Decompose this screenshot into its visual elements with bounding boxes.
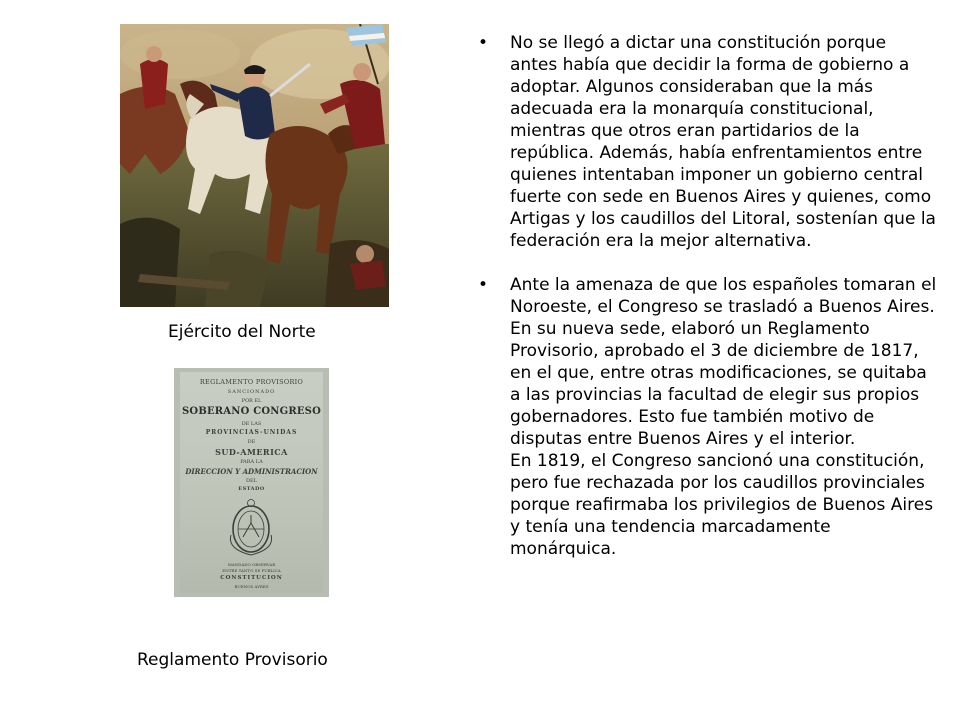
bullet-marker: •: [478, 275, 489, 295]
battle-painting: [120, 24, 389, 307]
document-line: DEL: [246, 478, 257, 484]
document-line: ENTRE TANTO SE PUBLICA: [222, 568, 281, 573]
document-line: BUENOS AYRES: [234, 584, 269, 589]
bullet-item-form-of-government: [478, 32, 938, 252]
bullet-list: [478, 32, 938, 560]
bullet-paragraph: En su nueva sede, elaboró un Reglamento Provisorio, aprobado el 3 de diciembre de 1817, en el que, entre otras modificaciones, se quitaba a las provincias la facultad de elegir sus propios gobernadores. Esto fue también motivo de disputas entre Buenos Aires y el interior.: [510, 319, 927, 449]
coat-of-arms-icon: [225, 499, 277, 557]
document-line: SOBERANO CONGRESO: [181, 406, 322, 417]
document-line: PROVINCIAS-UNIDAS: [205, 429, 298, 436]
document-line: SANCIONADO: [227, 389, 276, 395]
document-line: DE: [247, 439, 256, 445]
document-line: POR EL: [241, 398, 262, 404]
document-line: DE LAS: [241, 421, 262, 427]
document-line: DIRECCION Y ADMINISTRACION: [185, 467, 318, 476]
document-caption: Reglamento Provisorio: [137, 650, 328, 670]
bullet-paragraph: Ante la amenaza de que los españoles tomaran el Noroeste, el Congreso se trasladó a Buenos Aires.: [510, 275, 937, 317]
document-line: CONSTITUCION: [220, 575, 283, 581]
bullet-paragraph: En 1819, el Congreso sancionó una constitución, pero fue rechazada por los caudillos provinciales porque reafirmaba los privilegios de Buenos Aires y tenía una tendencia marcadamente monárquica.: [510, 451, 934, 559]
document-line: PARA LA: [240, 459, 263, 465]
document-line: MANDADO OBSERVAR: [227, 562, 276, 567]
bullet-marker: •: [478, 33, 489, 53]
bullet-paragraph: No se llegó a dictar una constitución porque antes había que decidir la forma de gobierno a adoptar. Algunos consideraban que la más adecuada era la monarquía constitucional, mientras que otros eran partidarios de la república. Además, había enfrentamientos entre quienes intentaban imponer un gobierno central fuerte con sede en Buenos Aires y quienes, como Artigas y los caudillos del Litoral, sostenían que la federación era la mejor alternativa.: [510, 33, 936, 251]
reglamento-document-image: [174, 368, 329, 597]
document-page: [180, 372, 323, 593]
document-line: ESTADO: [238, 486, 265, 492]
bullet-item-congress-relocation: [478, 274, 938, 560]
document-line: SUD-AMERICA: [215, 447, 288, 457]
document-line: REGLAMENTO PROVISORIO: [199, 378, 304, 386]
battle-painting-icon: [120, 24, 389, 307]
painting-caption: Ejército del Norte: [168, 322, 316, 342]
